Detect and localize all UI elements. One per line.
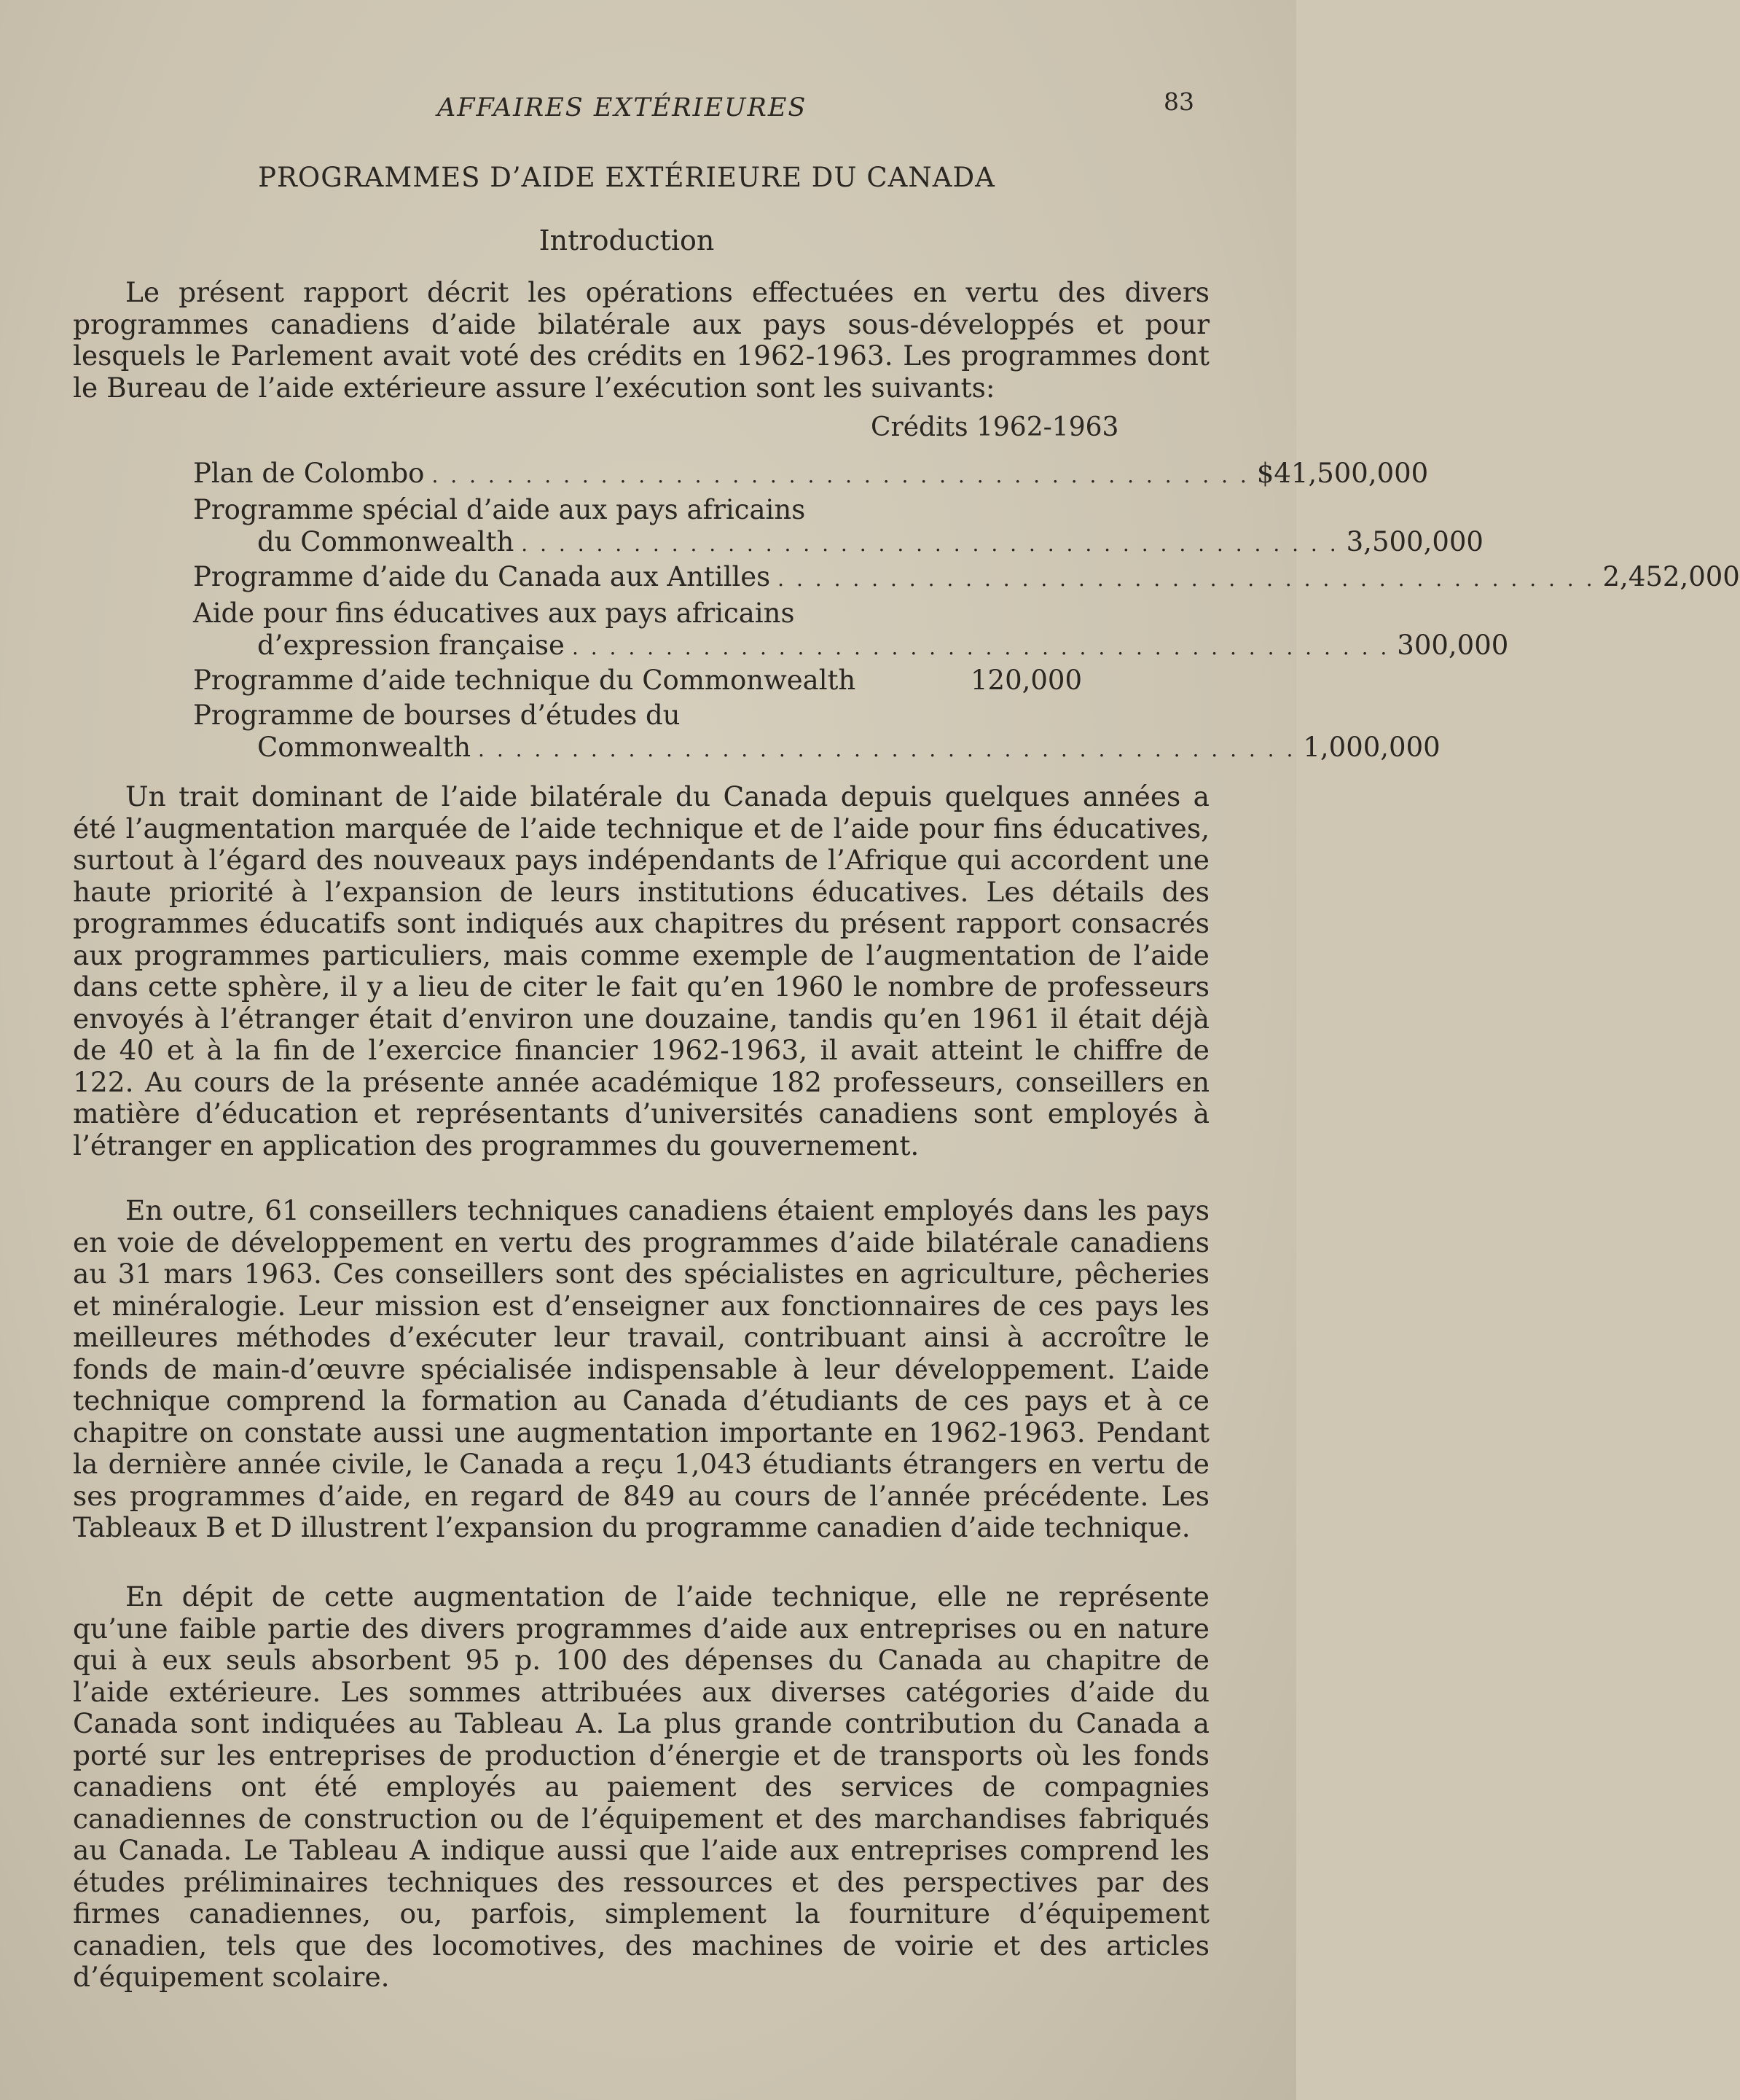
credit-label-continued: du Commonwealth [257, 526, 514, 557]
paragraph-text: En dépit de cette augmentation de l’aide technique, elle ne représente qu’une faible partie des divers programmes d’aide aux entreprises ou en nature qui à eux seuls absorbent 95 p. 100 des dépenses du Canada au chapitre de l’aide extérieure. Les sommes attribuées aux diverses catégories d’aide du Canada sont indiquées au Tableau A. La plus grande contribution du Canada a porté sur les entreprises de production d’énergie et de transports où les fonds canadiens ont été employés au paiement des services de compagnies canadiennes de construction ou de l’équipement et des marchandises fabriqués au Canada. Le Tableau A indique aussi que l’aide aux entreprises comprend les études préliminaires techniques des ressources et des perspectives par des firmes canadiennes, ou, parfois, simplement la fourniture d’équipement canadien, tels que des locomotives, des machines de voirie et des articles d’équipement scolaire. [73, 1580, 1210, 1993]
credit-amount: 3,500,000 [1346, 526, 1484, 557]
credit-label: Programme d’aide technique du Commonwealth [193, 665, 856, 696]
credit-item [193, 458, 1429, 490]
credit-label: Plan de Colombo [193, 458, 425, 489]
intro-text: Le présent rapport décrit les opérations effectuées en vertu des divers programmes canadiens d’aide bilatérale aux pays sous-développés et pour lesquels le Parlement avait voté des crédits en 1962-1963. Les programmes dont le Bureau de l’aide extérieure assure l’exécution sont les suivants: [73, 276, 1210, 404]
leader-dots: . . . . . . . . . . . . . . . . . . . . . . . . . . . . . . . . . . . . . . . . . . . . [478, 737, 1296, 761]
leader-dots: . . . . . . . . . . . . . . . . . . . . . . . . . . . . . . . . . . . . . . . . . . . . [777, 567, 1596, 591]
credit-label: Aide pour fins éducatives aux pays africains [193, 598, 795, 629]
body-paragraph-3 [73, 1581, 1210, 1994]
credit-label: Programme de bourses d’études du [193, 700, 681, 731]
credit-label: Programme spécial d’aide aux pays africains [193, 494, 806, 525]
credit-amount: 120,000 [970, 665, 1082, 696]
intro-paragraph [73, 277, 1210, 404]
leader-dots: . . . . . . . . . . . . . . . . . . . . . . . . . . . . . . . . . . . . . . . . . . . . [521, 532, 1339, 556]
credit-label-continued: Commonwealth [257, 732, 471, 763]
credits-list [193, 458, 1740, 764]
paragraph-text: Un trait dominant de l’aide bilatérale du Canada depuis quelques années a été l’augmentation marquée de l’aide technique et de l’aide pour fins éducatives, surtout à l’égard des nouveaux pays indépendants de l’Afrique qui accordent une haute priorité à l’expansion de leurs institutions éducatives. Les détails des programmes éducatifs sont indiqués aux chapitres du présent rapport consacrés aux programmes particuliers, mais comme exemple de l’augmentation de l’aide dans cette sphère, il y a lieu de citer le fait qu’en 1960 le nombre de professeurs envoyés à l’étranger était d’environ une douzaine, tandis qu’en 1961 il était déjà de 40 et à la fin de l’exercice financier 1962-1963, il avait atteint le chiffre de 122. Au cours de la présente année académique 182 professeurs, conseillers en matière d’éducation et représentants d’universités canadiens sont employés à l’étranger en application des programmes du gouvernement. [73, 780, 1210, 1161]
leader-dots: . . . . . . . . . . . . . . . . . . . . . . . . . . . . . . . . . . . . . . . . . . . . [571, 635, 1390, 659]
credit-label-continued: d’expression française [257, 630, 565, 661]
credit-item [193, 665, 1082, 697]
section-subtitle: Introduction [538, 224, 715, 256]
paragraph-text: En outre, 61 conseillers techniques canadiens étaient employés dans les pays en voie de développement en vertu des programmes d’aide bilatérale canadiens au 31 mars 1963. Ces conseillers sont des spécialistes en agriculture, pêcheries et minéralogie. Leur mission est d’enseigner aux fonctionnaires de ces pays les meilleures méthodes d’exécuter leur travail, contribuant ainsi à accroître le fonds de main-d’œuvre spécialisée indispensable à leur développement. L’aide technique comprend la formation au Canada d’étudiants de ces pays et à ce chapitre on constate aussi une augmentation importante en 1962-1963. Pendant la dernière année civile, le Canada a reçu 1,043 étudiants étrangers en vertu de ses programmes d’aide, en regard de 849 au cours de l’année précédente. Les Tableaux B et D illustrent l’expansion du programme canadien d’aide technique. [73, 1194, 1210, 1543]
credit-amount: 1,000,000 [1303, 732, 1441, 763]
credit-label: Programme d’aide du Canada aux Antilles [193, 561, 771, 592]
credit-item [193, 494, 1484, 558]
running-head: AFFAIRES EXTÉRIEURES [437, 93, 807, 122]
credit-amount: 300,000 [1397, 630, 1509, 661]
section-title: PROGRAMMES D’AIDE EXTÉRIEURE DU CANADA [258, 162, 995, 193]
leader-dots: . . . . . . . . . . . . . . . . . . . . . . . . . . . . . . . . . . . . . . . . . . . . [431, 463, 1250, 487]
credit-item [193, 598, 1509, 662]
page-number: 83 [1164, 87, 1194, 116]
body-paragraph-1 [73, 781, 1210, 1161]
credit-amount: 2,452,000 [1602, 561, 1740, 592]
credit-item [193, 561, 1740, 593]
credits-heading: Crédits 1962-1963 [871, 412, 1119, 442]
body-paragraph-2 [73, 1195, 1210, 1544]
credit-amount: $41,500,000 [1256, 458, 1429, 489]
credit-item [193, 700, 1441, 764]
